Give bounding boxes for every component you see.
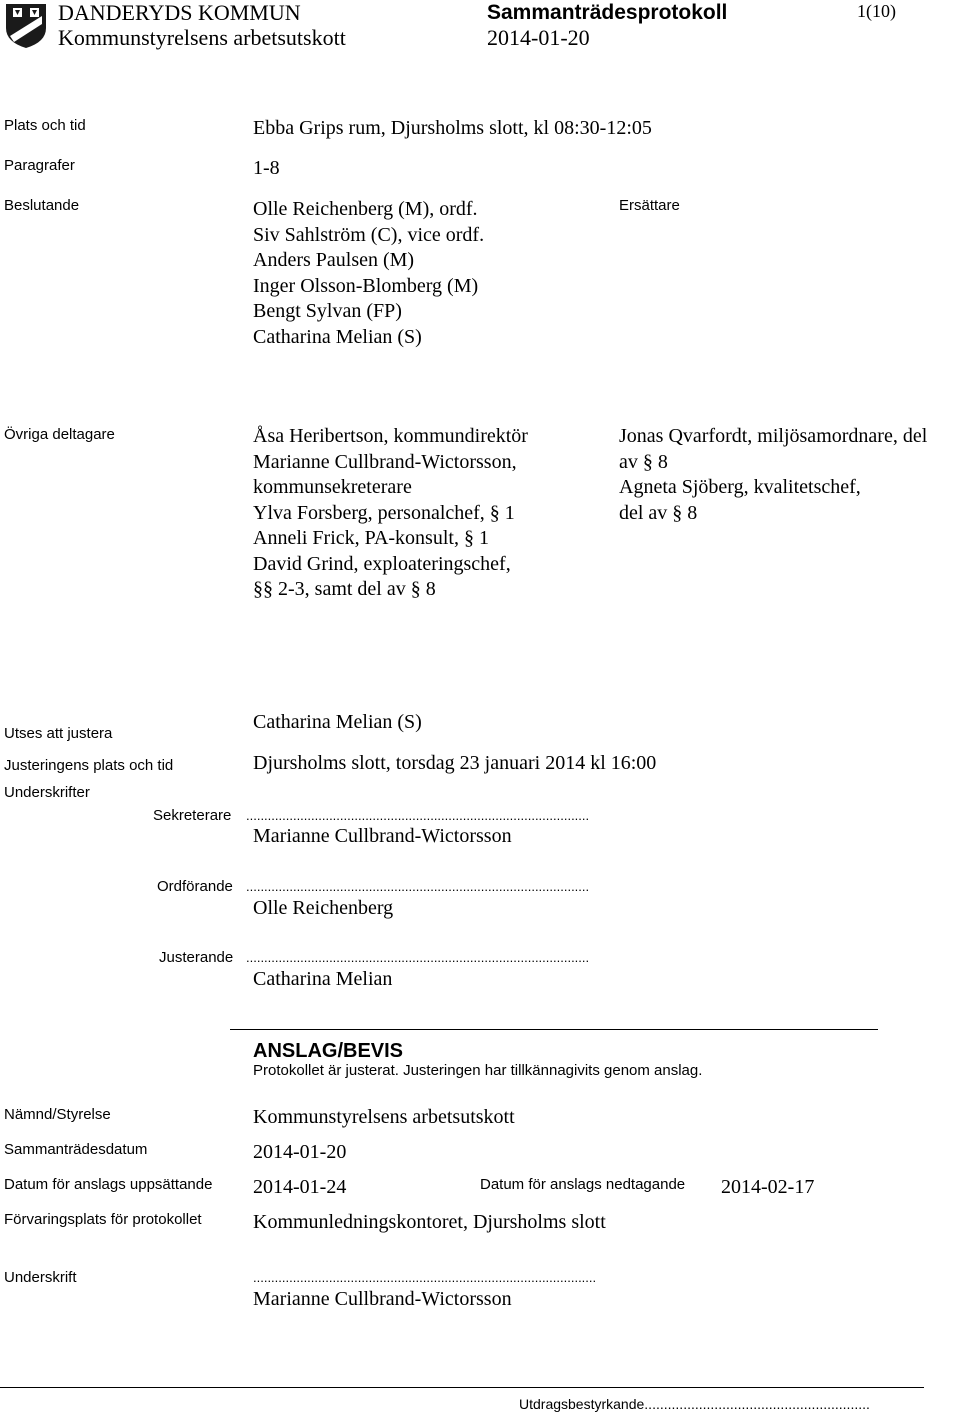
paragraphs-label: Paragrafer [4, 157, 75, 174]
board-value: Kommunstyrelsens arbetsutskott [253, 1106, 515, 1128]
notice-subtitle: Protokollet är justerat. Justeringen har tillkännagivits genom anslag. [253, 1062, 703, 1079]
list-item: av § 8 [619, 450, 668, 473]
committee-name: Kommunstyrelsens arbetsutskott [58, 25, 346, 50]
place-label: Plats och tid [4, 117, 86, 134]
list-item: Ylva Forsberg, personalchef, § 1 [253, 501, 515, 524]
meeting-date-label: Sammanträdesdatum [4, 1141, 148, 1158]
list-item: Jonas Qvarfordt, miljösamordnare, del [619, 425, 928, 447]
list-item: Agneta Sjöberg, kvalitetschef, [619, 476, 861, 498]
adjustment-place-label: Justeringens plats och tid [4, 757, 174, 774]
secretary-label: Sekreterare [153, 807, 232, 824]
others-list-1 [253, 424, 528, 603]
adjuster-name: Catharina Melian [253, 968, 393, 990]
posted-value: 2014-01-24 [253, 1176, 347, 1198]
posted-label: Datum för anslags uppsättande [4, 1176, 213, 1193]
page-number: 1(10) [857, 1, 896, 21]
signature-line: ............................................................................................... [253, 1270, 597, 1285]
signatures-label: Underskrifter [4, 784, 90, 801]
secretary-signature-line: ............................................................................................... [246, 808, 590, 823]
removed-value: 2014-02-17 [721, 1176, 815, 1198]
list-item: Catharina Melian (S) [253, 325, 422, 348]
footer-divider [0, 1387, 924, 1388]
deciding-label: Beslutande [4, 197, 80, 214]
list-item: Siv Sahlström (C), vice ordf. [253, 223, 485, 246]
chair-name: Olle Reichenberg [253, 897, 394, 919]
place-value: Ebba Grips rum, Djursholms slott, kl 08:30-12:05 [253, 117, 652, 139]
list-item: del av § 8 [619, 501, 698, 524]
others-label: Övriga deltagare [4, 426, 115, 443]
adjuster-signature-line: ............................................................................................... [246, 950, 590, 965]
coat-of-arms-icon [4, 2, 48, 50]
notice-title: ANSLAG/BEVIS [253, 1040, 404, 1062]
certified-dots: .......................................................... [644, 1396, 870, 1412]
appointed-label: Utses att justera [4, 725, 113, 742]
appointed-value: Catharina Melian (S) [253, 711, 422, 733]
municipality-logo [4, 2, 48, 50]
list-item: Olle Reichenberg (M), ordf. [253, 198, 478, 220]
document-type: Sammanträdesprotokoll [487, 1, 728, 24]
adjustment-place-value: Djursholms slott, torsdag 23 januari 2014 kl 16:00 [253, 752, 657, 774]
list-item: David Grind, exploateringschef, [253, 552, 511, 575]
deciding-list [253, 197, 484, 350]
org-name: DANDERYDS KOMMUN [58, 0, 301, 25]
list-item: Inger Olsson-Blomberg (M) [253, 274, 479, 297]
list-item: Åsa Heribertson, kommundirektör [253, 425, 528, 447]
adjuster-label: Justerande [159, 949, 234, 966]
board-label: Nämnd/Styrelse [4, 1106, 111, 1123]
list-item: Marianne Cullbrand-Wictorsson, [253, 450, 517, 473]
list-item: Anders Paulsen (M) [253, 249, 415, 271]
list-item: Anneli Frick, PA-konsult, § 1 [253, 527, 489, 549]
removed-label: Datum för anslags nedtagande [480, 1176, 686, 1193]
storage-label: Förvaringsplats för protokollet [4, 1211, 202, 1228]
others-list-2 [619, 424, 927, 526]
list-item: kommunsekreterare [253, 476, 412, 498]
chair-signature-line: ............................................................................................... [246, 879, 590, 894]
paragraphs-value: 1-8 [253, 157, 280, 179]
list-item: Bengt Sylvan (FP) [253, 300, 402, 322]
chair-label: Ordförande [157, 878, 233, 895]
signature-label: Underskrift [4, 1269, 77, 1286]
storage-value: Kommunledningskontoret, Djursholms slott [253, 1211, 606, 1233]
meeting-date-value: 2014-01-20 [253, 1141, 347, 1163]
certified-label: Utdragsbestyrkande [519, 1396, 645, 1412]
secretary-name: Marianne Cullbrand-Wictorsson [253, 825, 512, 847]
list-item: §§ 2-3, samt del av § 8 [253, 578, 436, 600]
document-date: 2014-01-20 [487, 25, 590, 50]
certified-row [519, 1396, 921, 1412]
substitutes-label: Ersättare [619, 197, 680, 214]
signature-name: Marianne Cullbrand-Wictorsson [253, 1288, 512, 1310]
section-divider [230, 1029, 878, 1030]
